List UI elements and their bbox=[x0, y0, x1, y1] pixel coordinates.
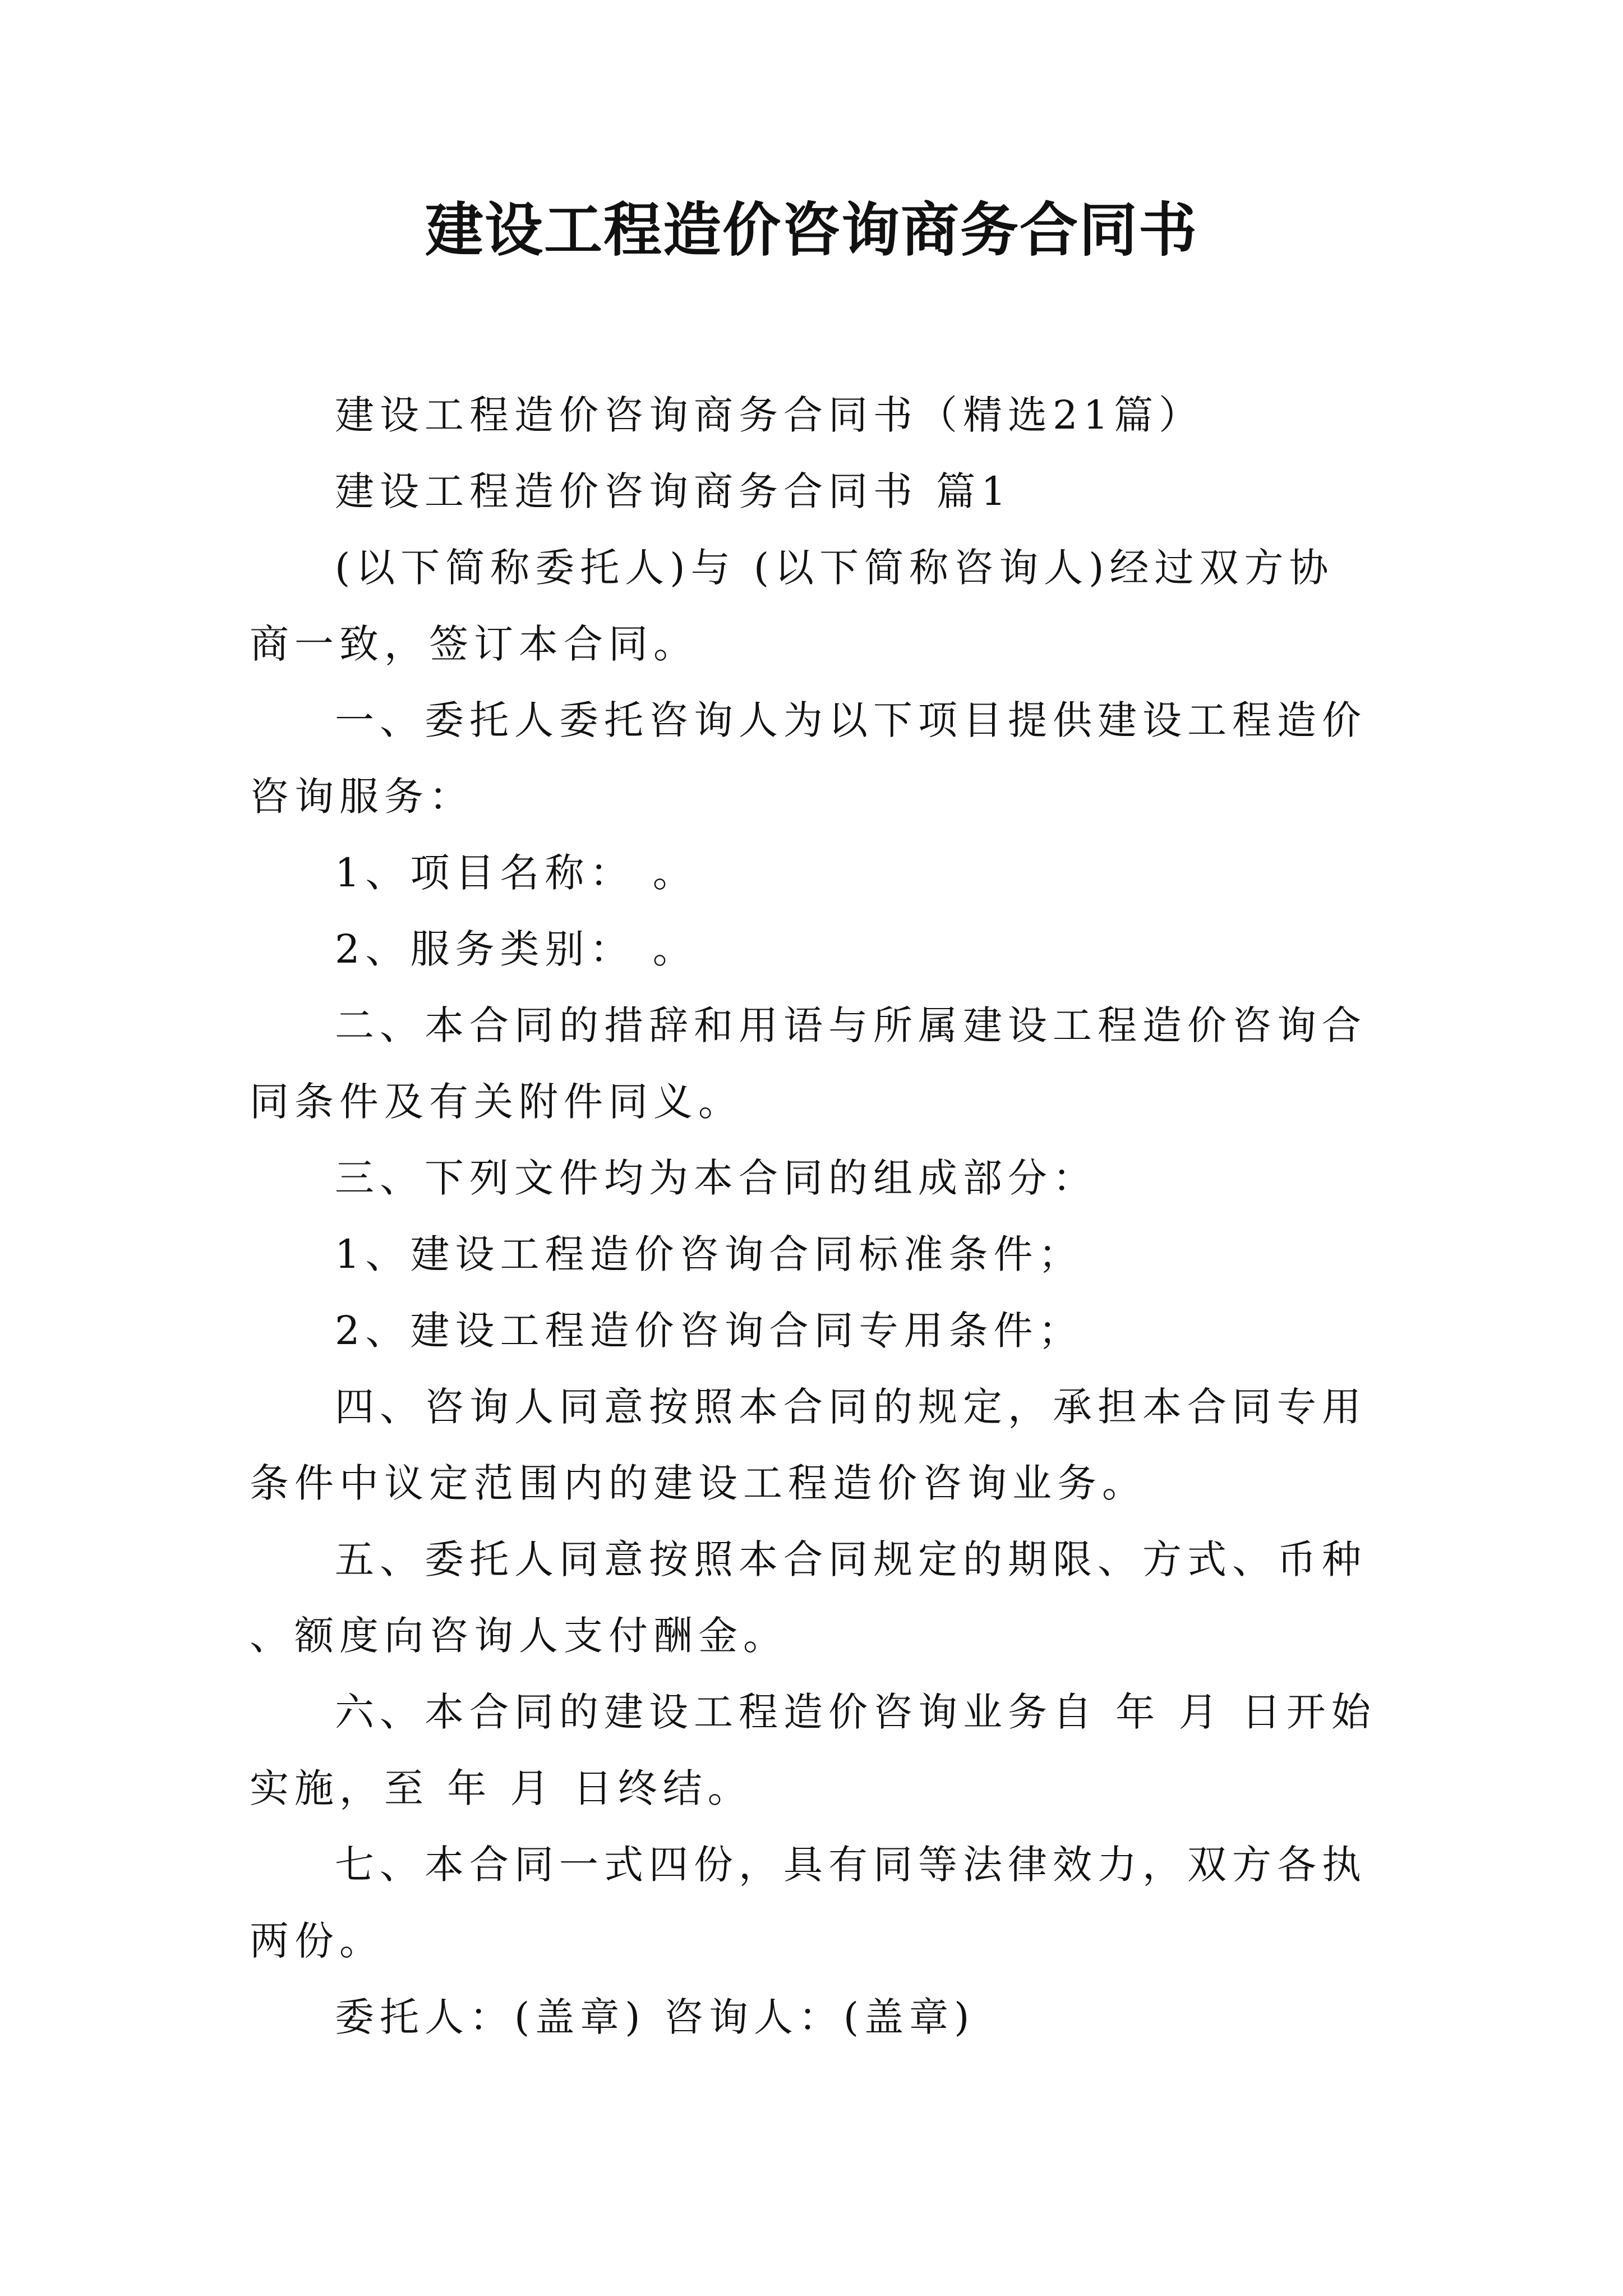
paragraph-service-type: 2、服务类别： 。 bbox=[335, 926, 698, 972]
document-body bbox=[250, 377, 1377, 2055]
paragraph-clause-3: 三、下列文件均为本合同的组成部分： bbox=[335, 1155, 1098, 1201]
paragraph-clause-1: 一、委托人委托咨询人为以下项目提供建设工程造价咨询服务： bbox=[250, 697, 1367, 820]
paragraph-section-heading: 建设工程造价咨询商务合同书 篇1 bbox=[335, 468, 1012, 514]
paragraph-signatures: 委托人：(盖章) 咨询人：(盖章) bbox=[335, 1994, 975, 2040]
paragraph-clause-2: 二、本合同的措辞和用语与所属建设工程造价咨询合同条件及有关附件同义。 bbox=[250, 1002, 1367, 1125]
paragraph-special-conditions: 2、建设工程造价咨询合同专用条件； bbox=[335, 1308, 1083, 1354]
paragraph-clause-4: 四、咨询人同意按照本合同的规定，承担本合同专用条件中议定范围内的建设工程造价咨询业务。 bbox=[250, 1384, 1367, 1506]
document-title: 建设工程造价咨询商务合同书 bbox=[425, 196, 1198, 264]
paragraph-clause-6: 六、本合同的建设工程造价咨询业务自 年 月 日开始实施，至 年 月 日终结。 bbox=[250, 1689, 1376, 1811]
paragraph-clause-5: 五、委托人同意按照本合同规定的期限、方式、币种、额度向咨询人支付酬金。 bbox=[250, 1536, 1367, 1659]
paragraph-standard-conditions: 1、建设工程造价咨询合同标准条件； bbox=[335, 1231, 1083, 1277]
paragraph-subtitle: 建设工程造价咨询商务合同书（精选21篇） bbox=[335, 392, 1204, 438]
paragraph-clause-7: 七、本合同一式四份，具有同等法律效力，双方各执两份。 bbox=[250, 1842, 1367, 1964]
paragraph-project-name: 1、项目名称： 。 bbox=[335, 850, 698, 896]
paragraph-parties: (以下简称委托人)与 (以下简称咨询人)经过双方协商一致，签订本合同。 bbox=[250, 545, 1334, 667]
